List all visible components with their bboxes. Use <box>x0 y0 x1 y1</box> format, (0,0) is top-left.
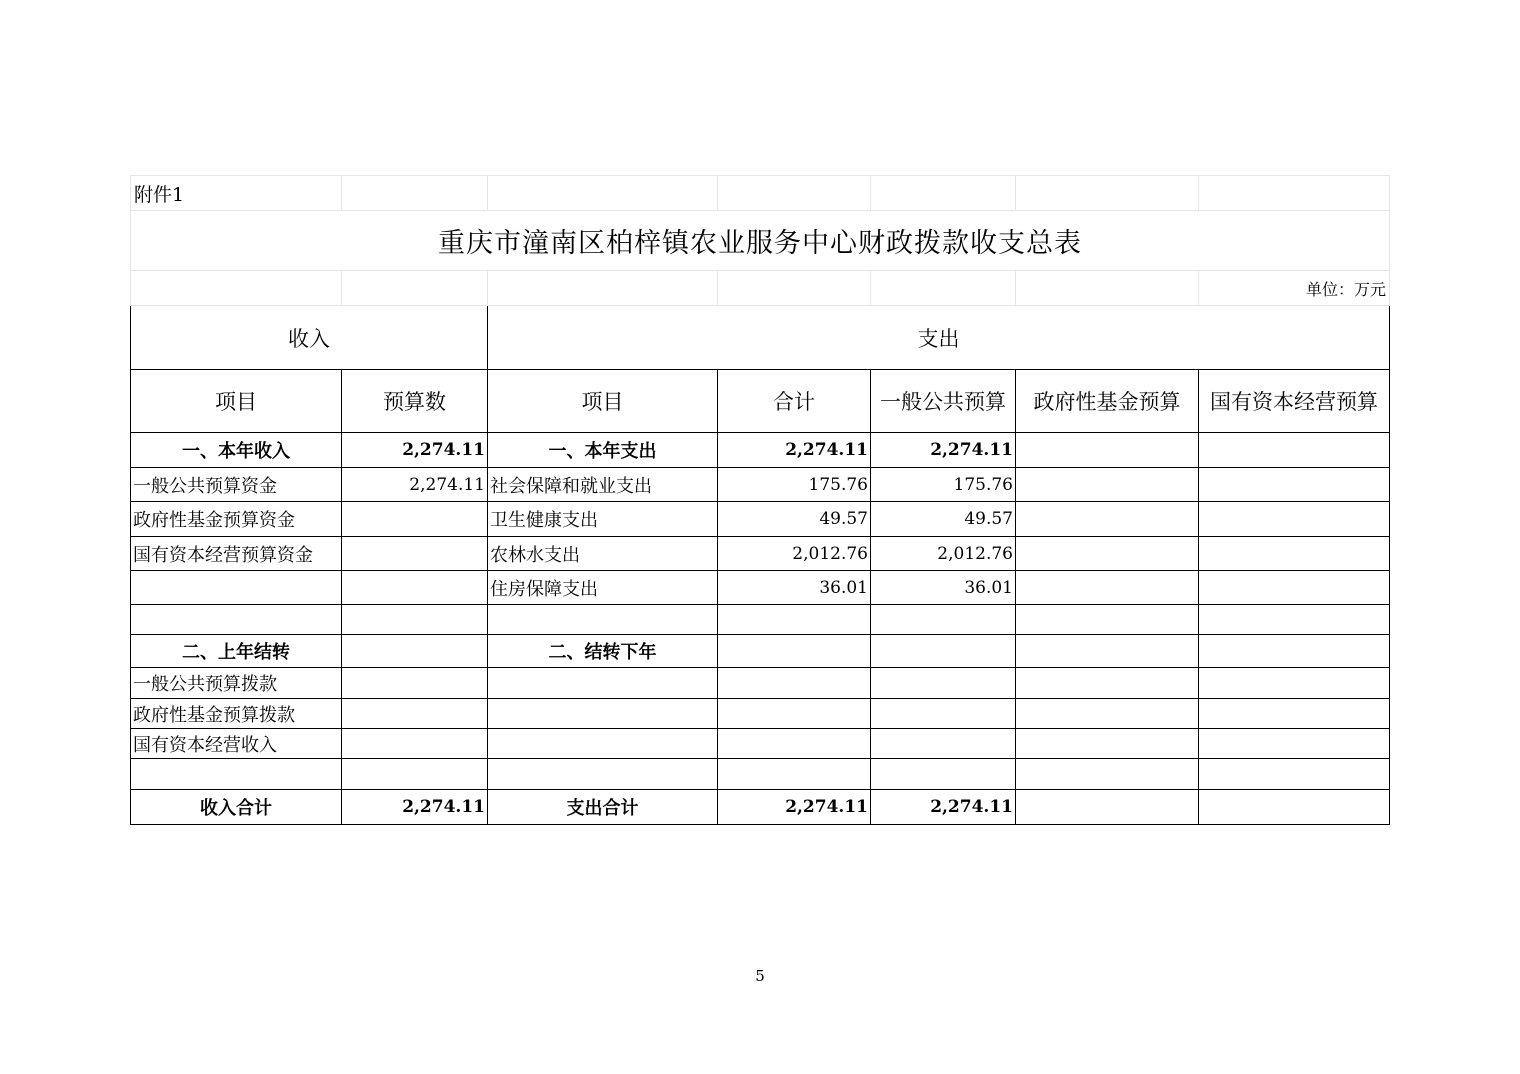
cell-income-item <box>131 571 342 605</box>
cell-expenditure-item <box>488 729 718 759</box>
table-row <box>131 502 1390 537</box>
cell-income-item: 政府性基金预算资金 <box>131 502 342 537</box>
cell-expenditure-item: 住房保障支出 <box>488 571 718 605</box>
table-row <box>131 433 1390 468</box>
table-row <box>131 605 1390 635</box>
col-header-government-fund: 政府性基金预算 <box>1016 370 1199 433</box>
income-header: 收入 <box>131 306 488 370</box>
cell-income-item: 一、本年收入 <box>131 433 342 468</box>
cell-general-public: 2,012.76 <box>871 537 1016 571</box>
table-body <box>131 306 1390 825</box>
attachment-label: 附件1 <box>131 176 342 211</box>
expenditure-header: 支出 <box>488 306 1390 370</box>
cell-government-fund <box>1016 605 1199 635</box>
cell-government-fund <box>1016 699 1199 729</box>
cell-expenditure-item: 农林水支出 <box>488 537 718 571</box>
cell-general-public <box>871 729 1016 759</box>
cell-total <box>718 635 871 668</box>
cell-income-item <box>131 759 342 790</box>
cell-total: 36.01 <box>718 571 871 605</box>
table-row <box>131 537 1390 571</box>
table-row <box>131 668 1390 699</box>
cell-state-capital <box>1199 571 1390 605</box>
cell-income-budget <box>342 537 488 571</box>
cell-income-item <box>131 605 342 635</box>
cell-income-item: 收入合计 <box>131 790 342 825</box>
col-header-general-public: 一般公共预算 <box>871 370 1016 433</box>
cell-state-capital <box>1199 537 1390 571</box>
cell-general-public: 2,274.11 <box>871 433 1016 468</box>
cell-income-budget <box>342 759 488 790</box>
cell-income-budget: 2,274.11 <box>342 468 488 502</box>
col-header-expenditure-item: 项目 <box>488 370 718 433</box>
cell-government-fund <box>1016 759 1199 790</box>
cell-government-fund <box>1016 790 1199 825</box>
cell-total <box>718 729 871 759</box>
cell-expenditure-item <box>488 668 718 699</box>
table-row <box>131 729 1390 759</box>
cell-state-capital <box>1199 605 1390 635</box>
cell-total <box>718 699 871 729</box>
cell-government-fund <box>1016 468 1199 502</box>
cell-income-item: 国有资本经营预算资金 <box>131 537 342 571</box>
cell-expenditure-item: 支出合计 <box>488 790 718 825</box>
cell-expenditure-item: 二、结转下年 <box>488 635 718 668</box>
table-row <box>131 699 1390 729</box>
cell-total: 2,012.76 <box>718 537 871 571</box>
cell-income-budget <box>342 605 488 635</box>
cell-government-fund <box>1016 635 1199 668</box>
table-row <box>131 790 1390 825</box>
cell-general-public <box>871 668 1016 699</box>
cell-income-budget <box>342 502 488 537</box>
attachment-row <box>131 176 1390 211</box>
cell-income-budget <box>342 699 488 729</box>
cell-government-fund <box>1016 668 1199 699</box>
cell-state-capital <box>1199 668 1390 699</box>
cell-state-capital <box>1199 468 1390 502</box>
cell-total <box>718 605 871 635</box>
budget-table <box>130 175 1390 825</box>
cell-expenditure-item <box>488 699 718 729</box>
cell-government-fund <box>1016 502 1199 537</box>
table-row <box>131 468 1390 502</box>
cell-total: 2,274.11 <box>718 433 871 468</box>
document-title: 重庆市潼南区柏梓镇农业服务中心财政拨款收支总表 <box>131 211 1390 271</box>
cell-income-item: 二、上年结转 <box>131 635 342 668</box>
column-header-row <box>131 370 1390 433</box>
cell-state-capital <box>1199 502 1390 537</box>
table-row <box>131 571 1390 605</box>
cell-state-capital <box>1199 790 1390 825</box>
cell-state-capital <box>1199 759 1390 790</box>
cell-general-public <box>871 635 1016 668</box>
cell-total <box>718 759 871 790</box>
col-header-budget: 预算数 <box>342 370 488 433</box>
cell-income-item: 政府性基金预算拨款 <box>131 699 342 729</box>
cell-income-item: 国有资本经营收入 <box>131 729 342 759</box>
cell-general-public: 36.01 <box>871 571 1016 605</box>
cell-general-public <box>871 759 1016 790</box>
cell-income-budget <box>342 635 488 668</box>
table-row <box>131 635 1390 668</box>
cell-income-budget <box>342 668 488 699</box>
unit-label: 单位：万元 <box>1199 271 1390 306</box>
cell-income-item: 一般公共预算拨款 <box>131 668 342 699</box>
group-header-row <box>131 306 1390 370</box>
page-number: 5 <box>755 967 765 985</box>
cell-income-budget <box>342 729 488 759</box>
cell-state-capital <box>1199 729 1390 759</box>
cell-government-fund <box>1016 537 1199 571</box>
cell-income-item: 一般公共预算资金 <box>131 468 342 502</box>
cell-general-public: 49.57 <box>871 502 1016 537</box>
table-row <box>131 759 1390 790</box>
title-row <box>131 211 1390 271</box>
cell-state-capital <box>1199 699 1390 729</box>
cell-general-public: 2,274.11 <box>871 790 1016 825</box>
cell-expenditure-item <box>488 605 718 635</box>
cell-general-public <box>871 605 1016 635</box>
col-header-total: 合计 <box>718 370 871 433</box>
cell-expenditure-item <box>488 759 718 790</box>
cell-expenditure-item: 卫生健康支出 <box>488 502 718 537</box>
cell-expenditure-item: 社会保障和就业支出 <box>488 468 718 502</box>
cell-government-fund <box>1016 571 1199 605</box>
cell-state-capital <box>1199 635 1390 668</box>
cell-general-public: 175.76 <box>871 468 1016 502</box>
cell-income-budget <box>342 571 488 605</box>
cell-general-public <box>871 699 1016 729</box>
col-header-income-item: 项目 <box>131 370 342 433</box>
cell-expenditure-item: 一、本年支出 <box>488 433 718 468</box>
cell-total <box>718 668 871 699</box>
cell-income-budget: 2,274.11 <box>342 433 488 468</box>
cell-total: 175.76 <box>718 468 871 502</box>
cell-total: 49.57 <box>718 502 871 537</box>
col-header-state-capital: 国有资本经营预算 <box>1199 370 1390 433</box>
unit-row <box>131 271 1390 306</box>
cell-government-fund <box>1016 729 1199 759</box>
budget-sheet <box>130 175 1389 825</box>
cell-total: 2,274.11 <box>718 790 871 825</box>
cell-income-budget: 2,274.11 <box>342 790 488 825</box>
cell-state-capital <box>1199 433 1390 468</box>
cell-government-fund <box>1016 433 1199 468</box>
